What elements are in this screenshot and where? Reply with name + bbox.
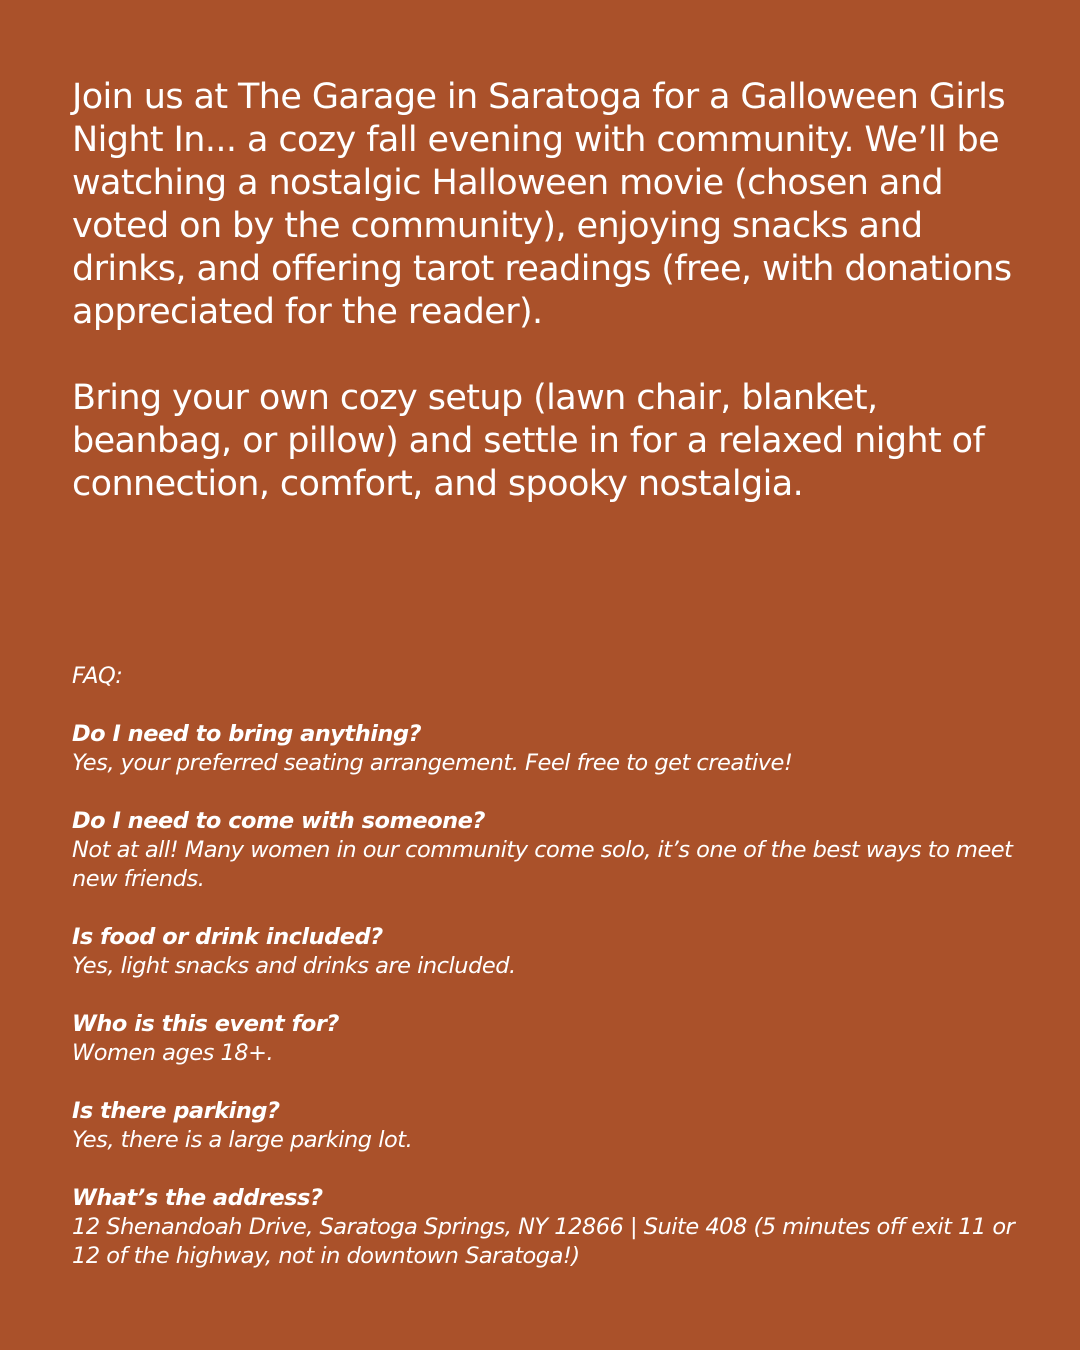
faq-answer: Yes, there is a large parking lot. [72,1127,413,1153]
intro-paragraph: Bring your own cozy setup (lawn chair, blanket, beanbag, or pillow) and settle in for a relaxed night of connection, comfort, and spooky nostalgia. [72,378,985,504]
faq-item [72,1097,1032,1155]
faq-question: Do I need to bring anything? [72,721,422,747]
faq-answer: Women ages 18+. [72,1040,274,1066]
faq-question: Who is this event for? [72,1011,339,1037]
faq-question: Is there parking? [72,1098,280,1124]
faq-item [72,923,1032,981]
faq-question: Do I need to come with someone? [72,808,485,834]
faq-answer: Yes, light snacks and drinks are included. [72,953,516,979]
faq-item [72,720,1032,778]
faq-answer: Not at all! Many women in our community come solo, it’s one of the best ways to meet new friends. [72,837,1013,892]
intro-paragraph: Join us at The Garage in Saratoga for a Galloween Girls Night In... a cozy fall evening with community. We’ll be watching a nostalgic Halloween movie (chosen and voted on by the community), enjoying snacks and drinks, and offering tarot readings (free, with donations appreciated for the reader). [72,77,1012,332]
faq-answer: Yes, your preferred seating arrangement. Feel free to get creative! [72,750,793,776]
faq-question: What’s the address? [72,1185,323,1211]
faq-section [72,662,1032,1300]
event-description [72,76,1032,549]
faq-heading: FAQ: [72,663,123,689]
faq-question: Is food or drink included? [72,924,383,950]
faq-answer: 12 Shenandoah Drive, Saratoga Springs, NY 12866 | Suite 408 (5 minutes off exit 11 or 12 of the highway, not in downtown Saratoga!) [72,1214,1015,1269]
faq-item [72,1010,1032,1068]
faq-item [72,1184,1032,1271]
faq-item [72,807,1032,894]
